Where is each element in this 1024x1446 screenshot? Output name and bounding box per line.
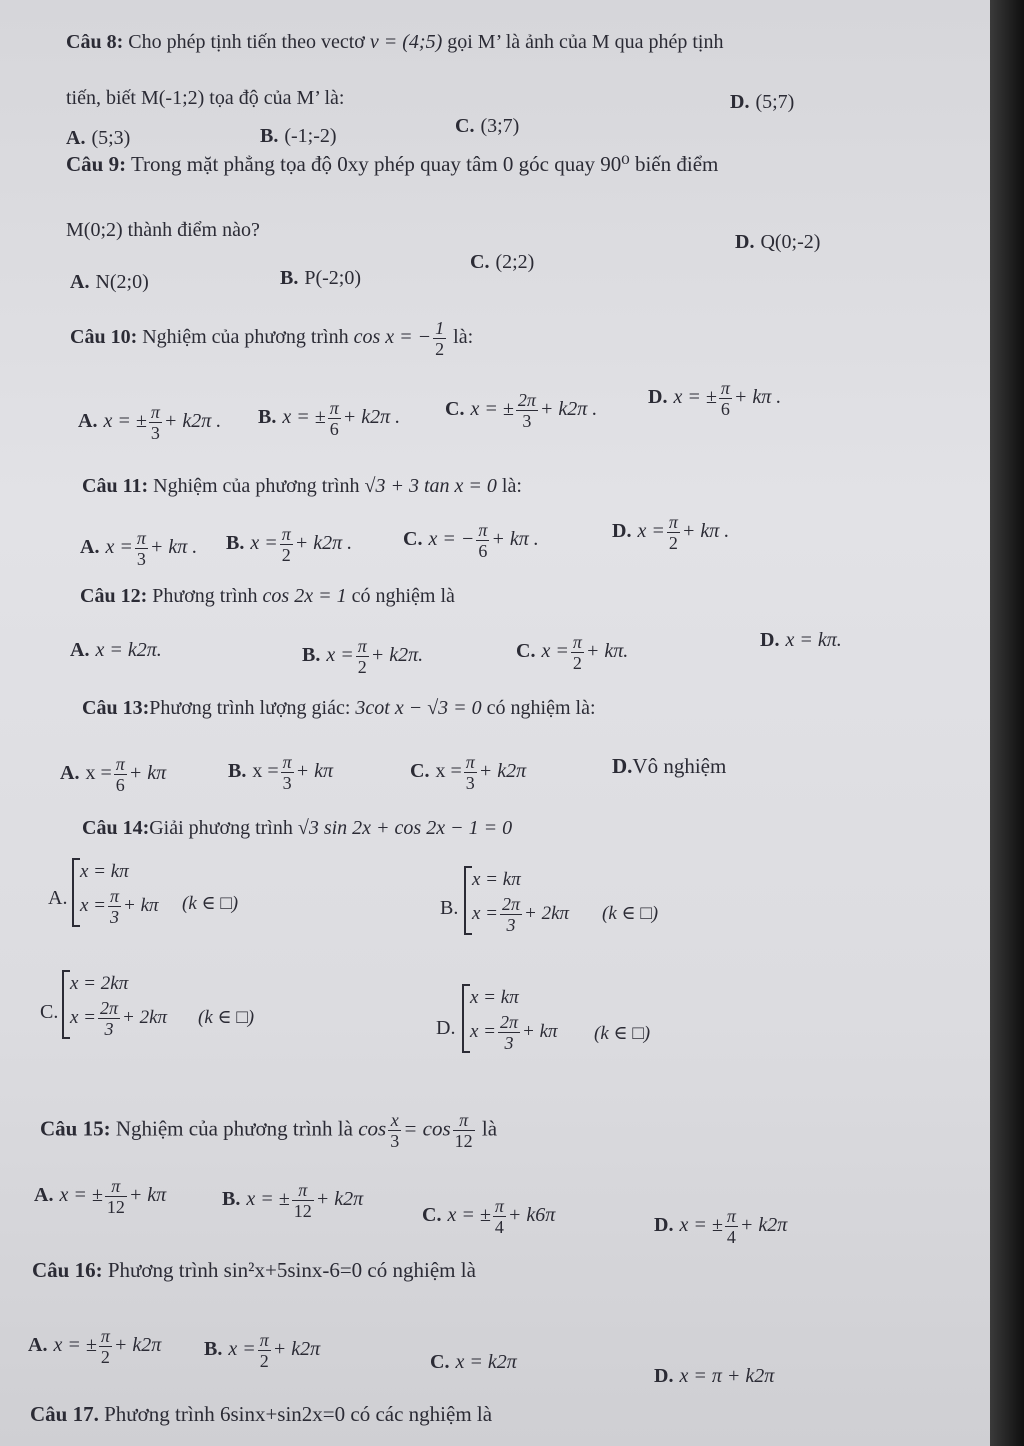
q14-option-b-letter: B. — [440, 897, 459, 919]
q8-option-d: D. (5;7) — [730, 91, 795, 113]
q16-stem: Câu 16: Phương trình sin²x+5sinx-6=0 có nghiệm là — [32, 1258, 476, 1282]
q8-option-b: B. (-1;-2) — [260, 125, 337, 147]
q14-option-b-system: x = kπ x = $\frac{2\pi}{3}$ + 2kπ — [464, 866, 569, 935]
q9-stem-line2: M(0;2) thành điểm nào? — [66, 219, 260, 241]
q10-option-c: C. x = ± $\frac{2\pi}{3}$ + k2π . — [445, 390, 598, 431]
q11-stem: Câu 11: Nghiệm của phương trình √3 + 3 tan x = 0 là: — [82, 475, 522, 497]
q12-option-a: A. x = k2π. — [70, 639, 162, 661]
q9-option-b: B. P(-2;0) — [280, 267, 362, 289]
q15-option-c: C. x = ± $\frac{\pi}{4}$ + k6π — [422, 1196, 556, 1237]
q9-option-c: C. (2;2) — [470, 251, 535, 273]
q13-option-b: B. x = $\frac{\pi}{3}$ + kπ — [228, 752, 334, 793]
q14-option-d-letter: D. — [436, 1017, 456, 1039]
q14-option-c-domain: (k ∈ □) — [198, 1007, 255, 1028]
q11-option-d: D. x = $\frac{\pi}{2}$ + kπ . — [612, 512, 730, 553]
q16-option-b: B. x = $\frac{\pi}{2}$ + k2π — [204, 1330, 321, 1371]
q15-option-d: D. x = ± $\frac{\pi}{4}$ + k2π — [654, 1206, 788, 1247]
q8-option-c: C. (3;7) — [455, 115, 520, 137]
q17-stem: Câu 17. Phương trình 6sinx+sin2x=0 có các nghiệm là — [30, 1402, 493, 1426]
q9-option-d: D. Q(0;-2) — [735, 231, 821, 253]
q14-option-a-system: x = kπ x = $\frac{\pi}{3}$ + kπ — [72, 858, 159, 927]
q14-option-d-domain: (k ∈ □) — [594, 1023, 651, 1044]
q11-option-b: B. x = $\frac{\pi}{2}$ + k2π . — [226, 524, 353, 565]
q9-stem: Câu 9: Trong mặt phẳng tọa độ 0xy phép quay tâm 0 góc quay 90⁰ biến điểm — [66, 152, 719, 176]
q11-option-c: C. x = − $\frac{\pi}{6}$ + kπ . — [403, 520, 539, 561]
q10-option-d: D. x = ± $\frac{\pi}{6}$ + kπ . — [648, 378, 782, 419]
q10-option-b: B. x = ± $\frac{\pi}{6}$ + k2π . — [258, 398, 401, 439]
q16-option-d: D. x = π + k2π — [654, 1365, 775, 1387]
q10-option-a: A. x = ± $\frac{\pi}{3}$ + k2π . — [78, 402, 222, 443]
q8-option-a: A. (5;3) — [66, 127, 131, 149]
q14-option-a-letter: A. — [48, 887, 68, 909]
q14-option-c-system: x = 2kπ x = $\frac{2\pi}{3}$ + 2kπ — [62, 970, 167, 1039]
q8-label: Câu 8: — [66, 31, 124, 53]
q15-option-b: B. x = ± $\frac{\pi}{12}$ + k2π — [222, 1180, 364, 1221]
q10-stem: Câu 10: Nghiệm của phương trình cos x = − $\frac{1}{2}$ là: — [70, 318, 474, 359]
q16-option-a: A. x = ± $\frac{\pi}{2}$ + k2π — [28, 1326, 162, 1367]
q12-option-d: D. x = kπ. — [760, 629, 842, 651]
q12-stem: Câu 12: Phương trình cos 2x = 1 có nghiệm là — [80, 585, 455, 607]
q8-vector: v = (4;5) — [369, 31, 443, 53]
q15-option-a: A. x = ± $\frac{\pi}{12}$ + kπ — [34, 1176, 167, 1217]
q14-option-b-domain: (k ∈ □) — [602, 903, 659, 924]
q12-option-b: B. x = $\frac{\pi}{2}$ + k2π. — [302, 636, 424, 677]
q9-option-a: A. N(2;0) — [70, 271, 149, 293]
q16-option-c: C. x = k2π — [430, 1351, 517, 1373]
q14-option-c-letter: C. — [40, 1001, 59, 1023]
q13-option-c: C. x = $\frac{\pi}{3}$ + k2π — [410, 752, 527, 793]
q14-option-a-domain: (k ∈ □) — [182, 893, 239, 914]
paper-edge-shadow — [990, 0, 1024, 1446]
q13-option-a: A. x = $\frac{\pi}{6}$ + kπ — [60, 754, 167, 795]
q14-option-d-system: x = kπ x = $\frac{2\pi}{3}$ + kπ — [462, 984, 558, 1053]
q8-stem: Câu 8: Cho phép tịnh tiến theo vectơ v = (4;5) gọi M’ là ảnh của M qua phép tịnh — [66, 31, 724, 53]
q8-stem-line2: tiến, biết M(-1;2) tọa độ của M’ là: — [66, 87, 345, 109]
q13-option-d: D.Vô nghiệm — [612, 754, 727, 778]
q12-option-c: C. x = $\frac{\pi}{2}$ + kπ. — [516, 632, 629, 673]
q14-stem: Câu 14:Giải phương trình √3 sin 2x + cos 2x − 1 = 0 — [82, 817, 513, 839]
q15-stem: Câu 15: Nghiệm của phương trình là cos $\frac{x}{3}$ = cos $\frac{\pi}{12}$ là — [40, 1110, 498, 1151]
q11-option-a: A. x = $\frac{\pi}{3}$ + kπ . — [80, 528, 198, 569]
q13-stem: Câu 13:Phương trình lượng giác: 3cot x − √3 = 0 có nghiệm là: — [82, 697, 596, 719]
